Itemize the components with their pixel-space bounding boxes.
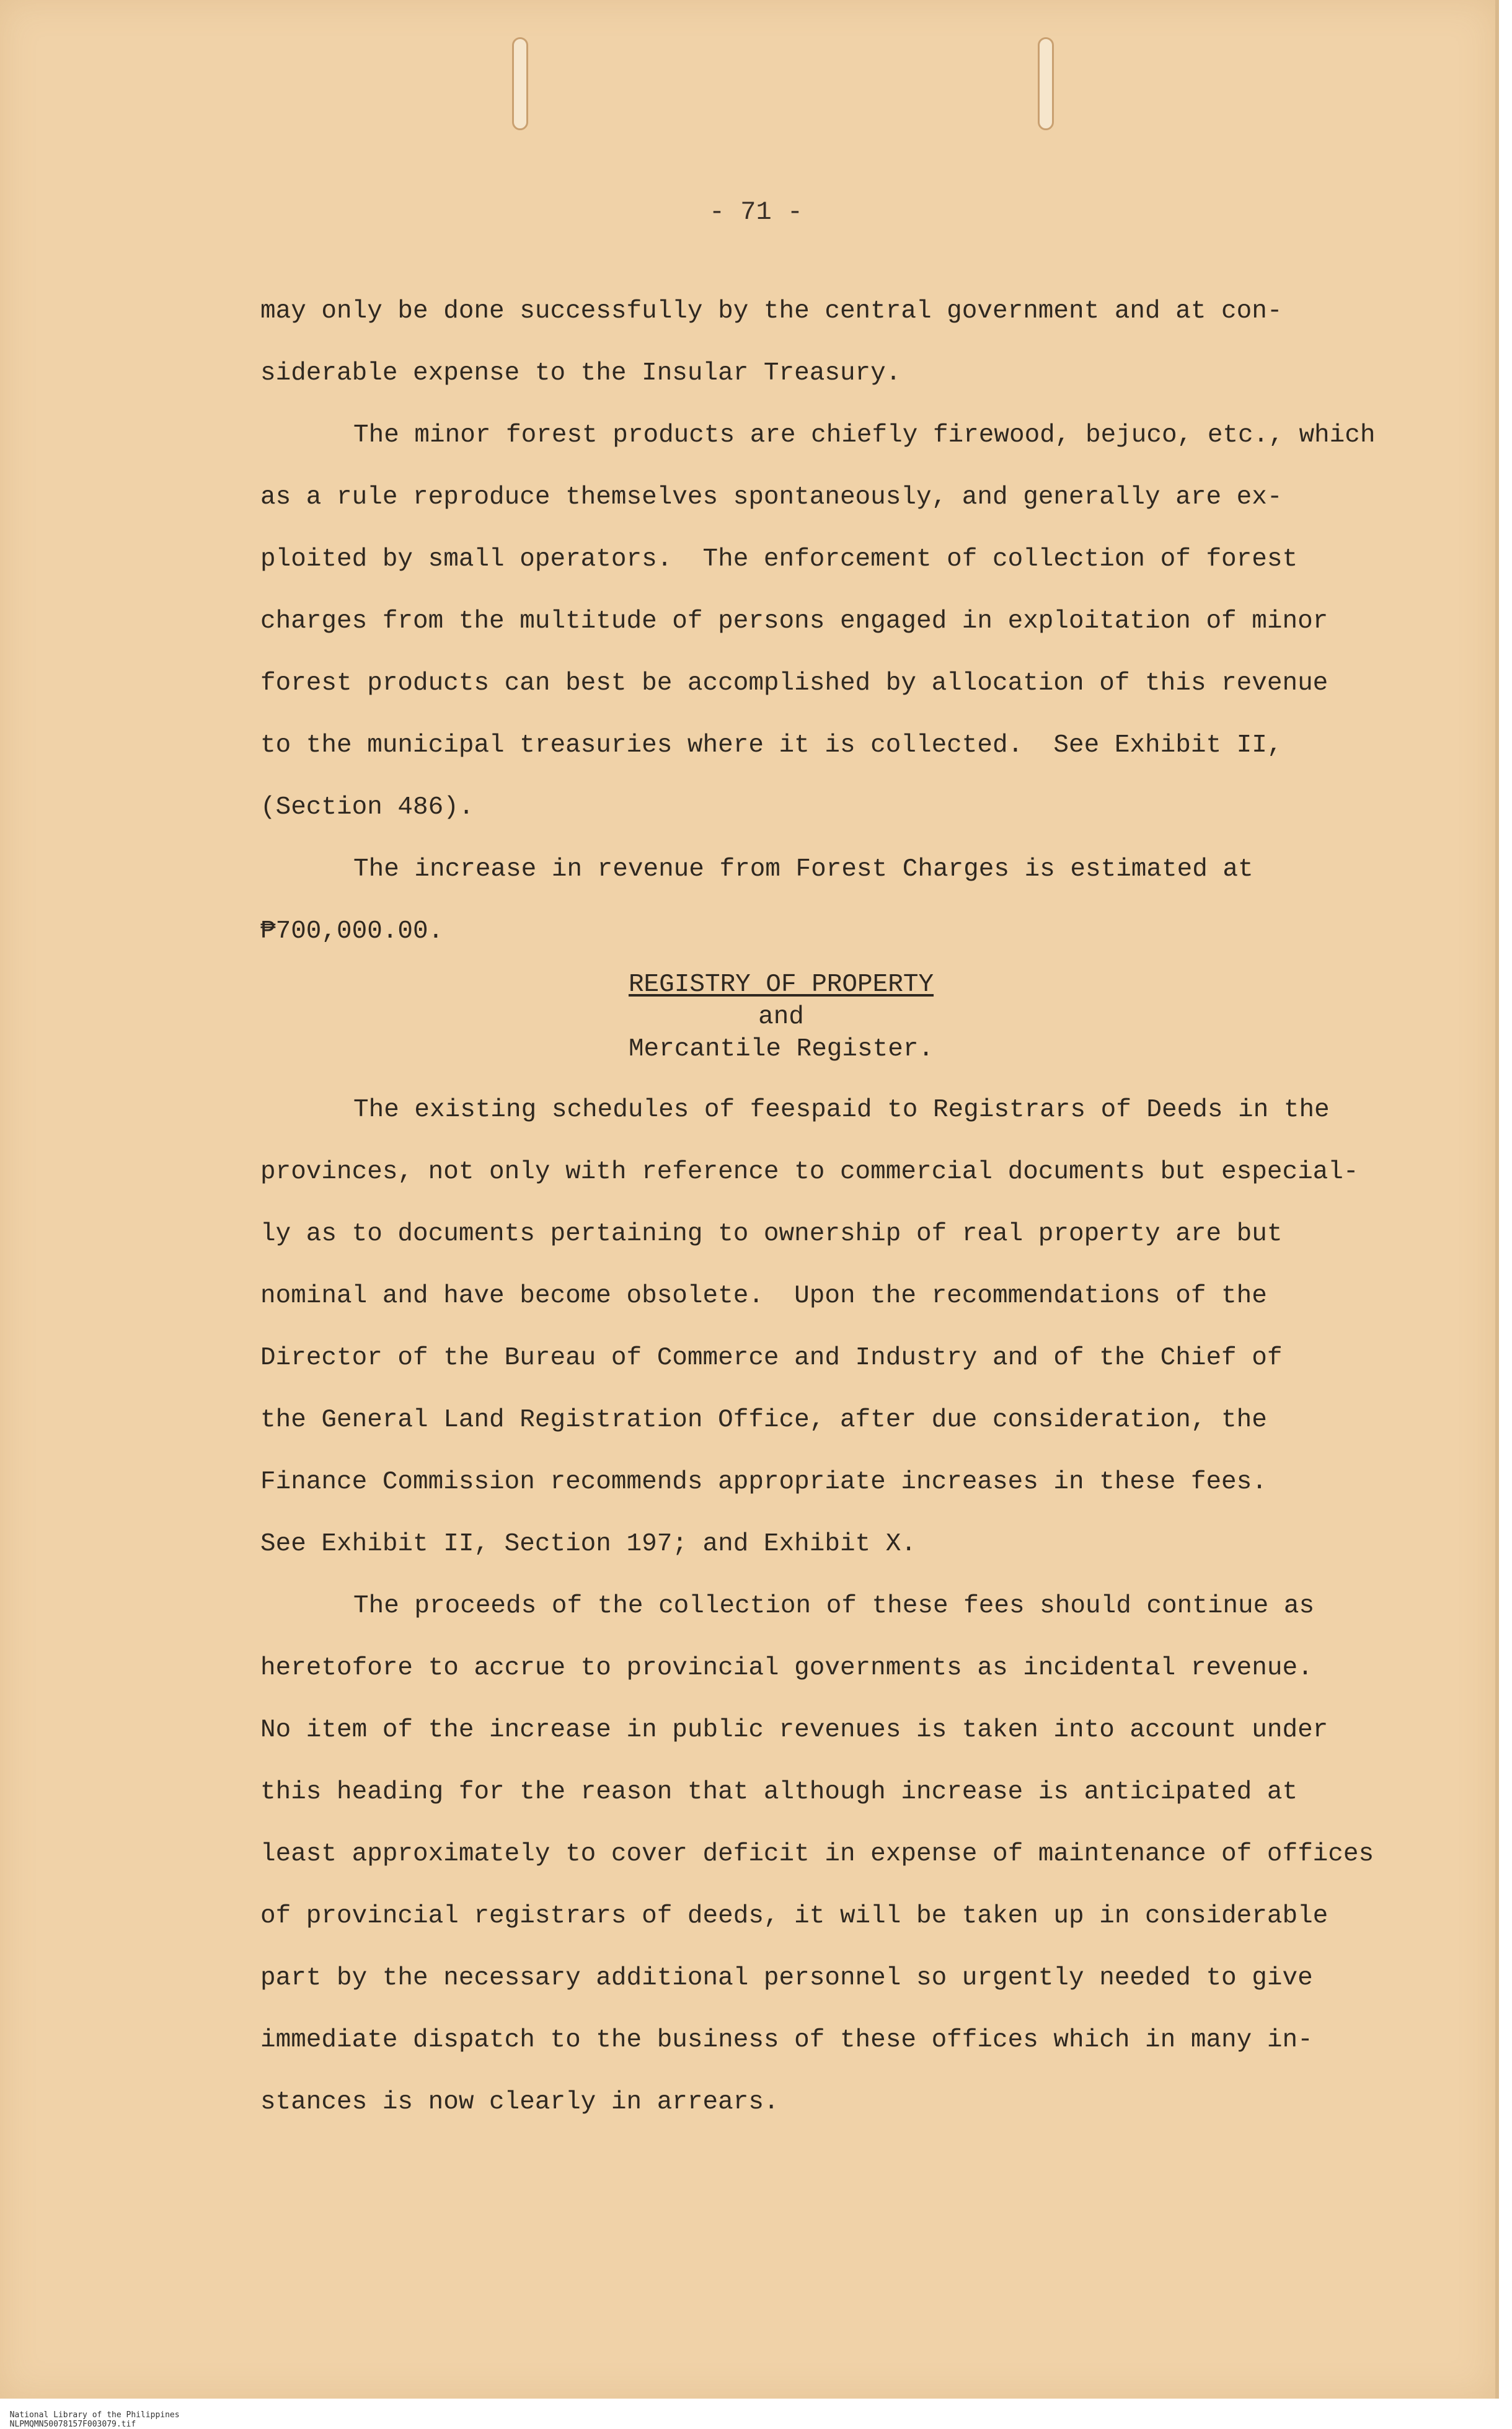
text-line: of provincial registrars of deeds, it will be taken up in considerable: [260, 1902, 1329, 1930]
text-line: nominal and have become obsolete. Upon the recommendations of the: [260, 1282, 1267, 1310]
punch-hole-right: [1038, 37, 1054, 130]
paragraphs-forest-charges: [260, 280, 1438, 962]
text-line: stances is now clearly in arrears.: [260, 2088, 779, 2116]
text-line: ly as to documents pertaining to ownership of real property are but: [260, 1220, 1283, 1248]
text-line: The proceeds of the collection of these fees should continue as: [353, 1592, 1315, 1620]
text-line: The existing schedules of feespaid to Registrars of Deeds in the: [353, 1096, 1330, 1124]
text-line: heretofore to accrue to provincial governments as incidental revenue.: [260, 1654, 1313, 1682]
section-heading: [0, 969, 1512, 1065]
text-line: No item of the increase in public revenues is taken into account under: [260, 1716, 1329, 1744]
page-number: - 71 -: [709, 197, 803, 227]
text-line: Finance Commission recommends appropriate increases in these fees.: [260, 1468, 1267, 1496]
text-line: (Section 486).: [260, 793, 474, 822]
footer-library: National Library of the Philippines: [9, 2410, 180, 2420]
text-line: to the municipal treasuries where it is collected. See Exhibit II,: [260, 731, 1283, 760]
heading-conjunction: and: [758, 1003, 804, 1031]
text-line: this heading for the reason that although increase is anticipated at: [260, 1778, 1298, 1806]
paragraphs-registry-fees: [260, 1079, 1438, 2133]
text-line: charges from the multitude of persons engaged in exploitation of minor: [260, 607, 1329, 636]
text-line: the General Land Registration Office, after due consideration, the: [260, 1406, 1267, 1434]
text-line: immediate dispatch to the business of these offices which in many in-: [260, 2026, 1313, 2054]
text-line: ₱700,000.00.: [260, 917, 444, 946]
text-line: as a rule reproduce themselves spontaneously, and generally are ex-: [260, 483, 1283, 512]
text-line: part by the necessary additional personnel so urgently needed to give: [260, 1964, 1313, 1992]
text-line: Director of the Bureau of Commerce and Industry and of the Chief of: [260, 1344, 1283, 1372]
text-line: The increase in revenue from Forest Charges is estimated at: [353, 855, 1253, 884]
text-line: provinces, not only with reference to commercial documents but especial-: [260, 1158, 1359, 1186]
text-line: See Exhibit II, Section 197; and Exhibit X.: [260, 1530, 916, 1558]
text-line: ploited by small operators. The enforcement of collection of forest: [260, 545, 1298, 574]
text-line: may only be done successfully by the central government and at con-: [260, 297, 1283, 326]
text-line: The minor forest products are chiefly firewood, bejuco, etc., which: [353, 421, 1376, 450]
text-line: forest products can best be accomplished by allocation of this revenue: [260, 669, 1329, 698]
heading-subtitle: Mercantile Register.: [628, 1035, 934, 1064]
heading-title: REGISTRY OF PROPERTY: [628, 970, 934, 999]
text-line: siderable expense to the Insular Treasury.: [260, 359, 901, 388]
footer-filename: NLPMQMN50078157F003079.tif: [9, 2420, 136, 2429]
scan-footer: [0, 2401, 217, 2429]
punch-hole-left: [512, 37, 528, 130]
text-line: least approximately to cover deficit in expense of maintenance of offices: [260, 1840, 1374, 1868]
